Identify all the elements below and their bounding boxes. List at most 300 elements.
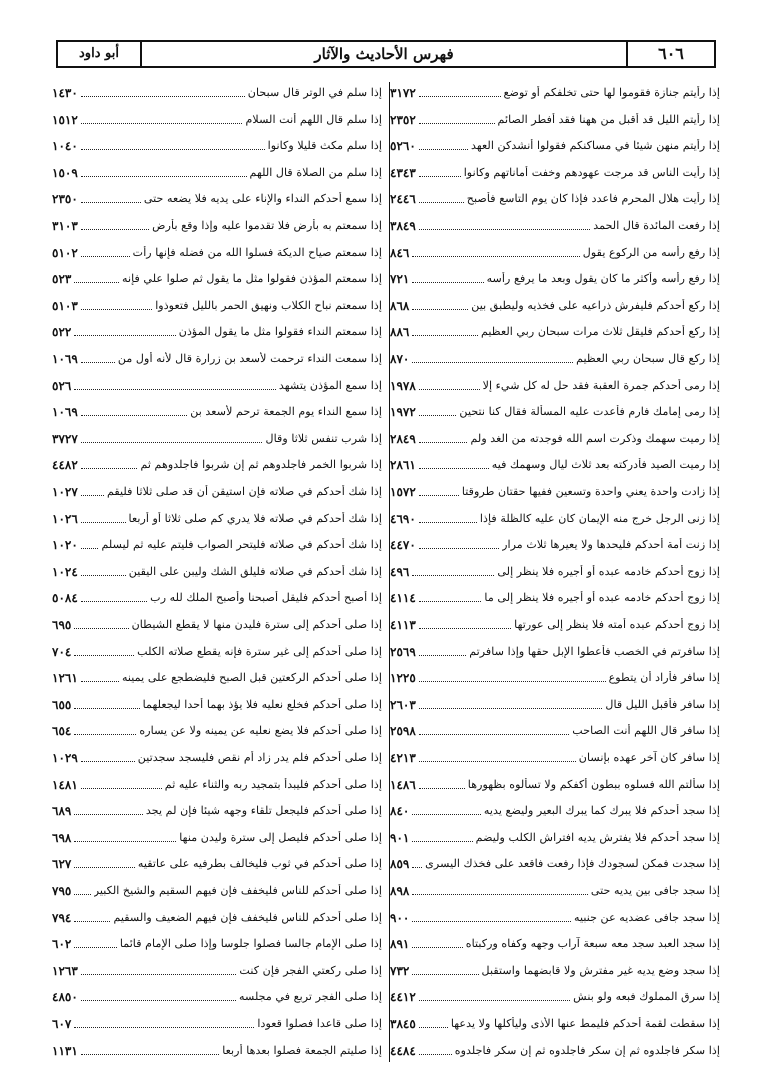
- entry-reference-number: ٣٨٤٥: [390, 1017, 416, 1031]
- entry-reference-number: ٤٢١٣: [390, 751, 416, 765]
- index-entry: [390, 958, 720, 978]
- entry-reference-number: ٤١١٤: [390, 591, 416, 606]
- leader-dots: [419, 734, 569, 735]
- index-entry: [52, 479, 382, 499]
- entry-text: إذا رفع رأسه وأكثر ما كان يقول وبعد ما يرفع رأسه: [486, 272, 720, 286]
- index-entry: [390, 798, 720, 818]
- entry-reference-number: ٦٨٩: [52, 804, 72, 819]
- leader-dots: [81, 256, 130, 257]
- leader-dots: [412, 947, 462, 948]
- leader-dots: [81, 1054, 219, 1055]
- index-entry: [390, 452, 720, 472]
- index-entry: [390, 1038, 720, 1058]
- leader-dots: [412, 894, 587, 895]
- leader-dots: [74, 335, 175, 336]
- index-entry: [52, 984, 382, 1004]
- index-entry: [390, 692, 720, 712]
- leader-dots: [81, 202, 141, 203]
- entry-text: إذا أصبح أحدكم فليقل أصبحنا وأصبح الملك لله رب: [150, 591, 382, 605]
- leader-dots: [81, 176, 247, 177]
- entry-reference-number: ٦٢٧: [52, 857, 72, 872]
- page-number: ٦٠٦: [626, 42, 714, 66]
- leader-dots: [81, 495, 104, 496]
- entry-reference-number: ١٩٧٢: [390, 405, 416, 420]
- leader-dots: [419, 601, 482, 602]
- entry-text: إذا صلى أحدكم فلا يضع نعليه عن يمينه ولا عن يساره: [139, 724, 382, 738]
- entry-reference-number: ٨٩١: [390, 937, 410, 952]
- leader-dots: [81, 974, 237, 975]
- index-entry: [390, 346, 720, 366]
- entry-text: إذا ركع قال سبحان ربي العظيم: [576, 352, 720, 365]
- entry-reference-number: ٨٧٠: [390, 352, 410, 366]
- entry-reference-number: ٨٤٦: [390, 245, 410, 260]
- leader-dots: [81, 309, 152, 310]
- leader-dots: [81, 1000, 236, 1001]
- leader-dots: [419, 123, 495, 124]
- entry-reference-number: ٤١١٣: [390, 618, 416, 632]
- entry-text: إذا سلم قال اللهم أنت السلام: [245, 112, 382, 126]
- leader-dots: [81, 96, 245, 97]
- entry-reference-number: ٣١٧٢: [390, 86, 416, 100]
- entry-reference-number: ٦٩٨: [52, 830, 72, 845]
- entry-text: إذا زوج أحدكم عبده أمته فلا ينظر إلى عورتها: [514, 618, 720, 631]
- index-entry: [390, 213, 720, 233]
- entry-reference-number: ٤٤٨٤: [390, 1043, 416, 1058]
- leader-dots: [81, 229, 149, 230]
- leader-dots: [419, 202, 464, 203]
- index-entry: [52, 293, 382, 313]
- leader-dots: [81, 442, 263, 443]
- index-entry: [390, 665, 720, 685]
- entry-reference-number: ٢٥٩٨: [390, 724, 416, 739]
- entry-text: إذا سافر فأراد أن يتطوع: [608, 671, 720, 685]
- leader-dots: [81, 601, 147, 602]
- index-entry: [52, 452, 382, 472]
- entry-text: إذا ركع أحدكم فليفرش ذراعيه على فخذيه وليطبق بين: [471, 298, 720, 312]
- entry-text: إذا صلى الفجر تربع في مجلسه: [238, 990, 382, 1004]
- entry-reference-number: ٤٩٦: [390, 564, 410, 579]
- entry-text: إذا سجد أحدكم فلا يبرك كما يبرك البعير وليضع يديه: [483, 804, 720, 818]
- entry-text: إذا زنت أمة أحدكم فليحدها ولا يعيرها ثلاث مرار: [502, 538, 720, 552]
- index-entry: [390, 585, 720, 605]
- index-entry: [52, 266, 382, 286]
- entry-reference-number: ٩٠١: [390, 830, 410, 845]
- leader-dots: [412, 814, 481, 815]
- entry-reference-number: ٣٨٤٩: [390, 219, 416, 233]
- index-entry: [52, 373, 382, 393]
- index-entry: [52, 798, 382, 818]
- index-entry: [52, 958, 382, 978]
- entry-reference-number: ٢٦٠٣: [390, 697, 416, 712]
- column-divider: [389, 82, 390, 1062]
- index-entry: [52, 133, 382, 153]
- index-entry: [390, 825, 720, 845]
- entry-reference-number: ١٩٧٨: [390, 378, 416, 393]
- entry-reference-number: ٢٤٤٦: [390, 192, 416, 207]
- index-entry: [390, 639, 720, 659]
- entry-text: إذا رأيتم الليل قد أقبل من ههنا فقد أفطر الصائم: [497, 112, 720, 126]
- entry-text: إذا سجدت فمكن لسجودك فإذا رفعت فاقعد على فخذك اليسرى: [425, 857, 720, 871]
- index-entry: [390, 506, 720, 526]
- entry-text: إذا شك أحدكم في صلاته فليلق الشك وليبن على اليقين: [128, 564, 382, 578]
- index-entry: [52, 107, 382, 127]
- entry-reference-number: ٤٣٤٣: [390, 165, 416, 180]
- entry-text: إذا صلى أحدكم فلم يدر زاد أم نقص فليسجد سجدتين: [137, 751, 382, 764]
- entry-reference-number: ٦٠٧: [52, 1017, 72, 1031]
- leader-dots: [419, 522, 477, 523]
- leader-dots: [81, 149, 265, 150]
- entry-text: إذا زنى الرجل خرج منه الإيمان كان عليه كالظلة فإذا: [479, 511, 720, 525]
- entry-text: إذا ركع أحدكم فليقل ثلاث مرات سبحان ربي العظيم: [480, 325, 720, 339]
- entry-text: إذا زوج أحدكم خادمه عبده أو أجيره فلا ينظر إلى: [497, 564, 720, 578]
- entry-text: إذا سمع النداء يوم الجمعة ترحم لأسعد بن: [190, 405, 382, 419]
- entry-text: إذا رأيتم جنازة فقوموا لها حتى تخلفكم أو توضع: [503, 86, 720, 99]
- entry-text: إذا سمعتم صياح الديكة فسلوا الله من فضله فإنها رأت: [132, 245, 382, 259]
- entry-reference-number: ١٠٢٠: [52, 538, 78, 553]
- entry-reference-number: ٤٦٩٠: [390, 511, 416, 526]
- leader-dots: [419, 415, 457, 416]
- leader-dots: [419, 655, 466, 656]
- entry-reference-number: ١٤٨١: [52, 777, 78, 792]
- leader-dots: [81, 522, 126, 523]
- entry-text: إذا صليتم الجمعة فصلوا بعدها أربعا: [222, 1043, 382, 1057]
- index-entry: [52, 612, 382, 632]
- index-entry: [52, 585, 382, 605]
- index-entry: [52, 506, 382, 526]
- entry-reference-number: ٥٢٦٠: [390, 139, 416, 154]
- leader-dots: [412, 921, 571, 922]
- index-entry: [52, 346, 382, 366]
- index-entry: [390, 399, 720, 419]
- entry-text: إذا سجد العبد سجد معه سبعة آراب وجهه وكفاه وركبتاه: [465, 937, 720, 951]
- entry-reference-number: ١٠٢٧: [52, 485, 78, 499]
- leader-dots: [81, 415, 187, 416]
- leader-dots: [81, 123, 243, 124]
- entry-text: إذا سجد أحدكم فلا يفترش يديه افتراش الكلب وليضم: [475, 830, 720, 844]
- entry-reference-number: ١٥٠٩: [52, 165, 78, 180]
- entry-text: إذا صلى أحدكم الركعتين قبل الصبح فليضطجع على يمينه: [121, 671, 382, 685]
- index-entry: [390, 532, 720, 552]
- entry-text: إذا شربوا الخمر فاجلدوهم ثم إن شربوا فاجلدوهم ثم: [140, 458, 382, 472]
- leader-dots: [412, 575, 494, 576]
- entry-text: إذا صلى ركعتي الفجر فإن كنت: [239, 963, 382, 977]
- index-entry: [390, 1011, 720, 1031]
- leader-dots: [419, 468, 489, 469]
- entry-reference-number: ١٠٦٩: [52, 352, 78, 366]
- leader-dots: [419, 628, 511, 629]
- leader-dots: [81, 548, 99, 549]
- entry-reference-number: ١٢٢٥: [390, 671, 416, 686]
- entry-text: إذا سكر فاجلدوه ثم إن سكر فاجلدوه ثم إن سكر فاجلدوه: [454, 1043, 720, 1057]
- entry-text: إذا سلم مكث قليلا وكانوا: [267, 139, 382, 153]
- entry-reference-number: ٢٨٤٩: [390, 431, 416, 446]
- leader-dots: [419, 495, 459, 496]
- entry-text: إذا سمعتم النداء فقولوا مثل ما يقول المؤذن: [178, 325, 382, 339]
- entry-reference-number: ٤٤٨٢: [52, 458, 78, 473]
- index-entry: [52, 931, 382, 951]
- index-entry: [52, 878, 382, 898]
- index-entry: [390, 186, 720, 206]
- entry-text: إذا سمع أحدكم النداء والإناء على يديه فلا يضعه حتى: [143, 192, 382, 206]
- entry-reference-number: ٦٠٢: [52, 937, 72, 952]
- leader-dots: [419, 442, 468, 443]
- entry-reference-number: ١٠٦٩: [52, 405, 78, 420]
- index-entry: [52, 745, 382, 765]
- leader-dots: [412, 362, 573, 363]
- entry-reference-number: ٧٣٢: [390, 963, 410, 978]
- entry-reference-number: ٣١٠٣: [52, 219, 78, 233]
- entry-reference-number: ١٤٨٦: [390, 777, 416, 792]
- entry-text: إذا شك أحدكم في صلاته فإن استيقن أن قد صلى ثلاثا فليقم: [106, 485, 382, 498]
- entry-text: إذا صلى أحدكم في ثوب فليخالف بطرفيه على عاتقيه: [137, 857, 382, 871]
- entry-text: إذا صلى أحدكم فخلع نعليه فلا يؤذ بهما أحدا ليجعلهما: [142, 697, 382, 711]
- entry-reference-number: ٥١٠٣: [52, 298, 78, 313]
- entry-text: إذا رميت سهمك وذكرت اسم الله فوجدته من الغد ولم: [470, 431, 720, 445]
- entry-text: إذا رأيت الناس قد مرجت عهودهم وخفت أماناتهم وكانوا: [463, 165, 720, 179]
- entry-text: إذا صلى أحدكم إلى سترة فليدن منها لا يقطع الشيطان: [131, 618, 382, 631]
- leader-dots: [74, 814, 143, 815]
- page-title: فهرس الأحاديث والآثار: [314, 45, 454, 63]
- entry-text: إذا سلم في الوتر قال سبحان: [247, 86, 382, 99]
- index-entry: [52, 319, 382, 339]
- leader-dots: [74, 894, 90, 895]
- index-entry: [390, 479, 720, 499]
- entry-text: إذا رأيت هلال المحرم فاعدد فإذا كان يوم التاسع فأصبح: [466, 192, 720, 206]
- entry-text: إذا سافر كان آخر عهده بإنسان: [578, 751, 720, 764]
- entry-reference-number: ٩٠٠: [390, 910, 410, 925]
- leader-dots: [419, 149, 468, 150]
- entry-reference-number: ٢٥٦٩: [390, 644, 416, 659]
- entry-text: إذا سجد جافى عضديه عن جنبيه: [573, 910, 720, 924]
- leader-dots: [74, 841, 176, 842]
- entry-text: إذا سجد جافى بين يديه حتى: [590, 884, 720, 897]
- leader-dots: [412, 309, 468, 310]
- index-entry: [52, 905, 382, 925]
- leader-dots: [81, 681, 119, 682]
- entry-reference-number: ١٠٢٦: [52, 511, 78, 526]
- entry-text: إذا سمع المؤذن يتشهد: [278, 378, 382, 392]
- leader-dots: [74, 282, 119, 283]
- entry-reference-number: ٥٠٨٤: [52, 591, 78, 606]
- entry-text: إذا صلى أحدكم فليصل إلى سترة وليدن منها: [179, 830, 382, 844]
- index-entry: [52, 240, 382, 260]
- entry-reference-number: ٨٩٨: [390, 884, 410, 898]
- entry-text: إذا صلى أحدكم فليبدأ بتمجيد ربه والثناء عليه ثم: [164, 777, 382, 791]
- entry-text: إذا رميت الصيد فأدركته بعد ثلاث ليال وسهمك فيه: [491, 458, 720, 472]
- index-entry: [52, 772, 382, 792]
- leader-dots: [419, 761, 576, 762]
- leader-dots: [74, 389, 276, 390]
- entry-reference-number: ٢٣٥٢: [390, 112, 416, 127]
- entry-text: إذا سقطت لقمة أحدكم فليمط عنها الأذى وليأكلها ولا يدعها: [450, 1017, 720, 1030]
- entry-reference-number: ٨٨٦: [390, 325, 410, 340]
- index-entry: [390, 80, 720, 100]
- entry-reference-number: ٥١٠٢: [52, 245, 78, 260]
- entry-reference-number: ١١٣١: [52, 1043, 78, 1058]
- entry-text: إذا صلى قاعدا فصلوا قعودا: [257, 1017, 382, 1030]
- index-entry: [390, 373, 720, 393]
- entry-text: إذا شك أحدكم في صلاته فلا يدري كم صلى ثلاثا أو أربعا: [128, 511, 382, 525]
- entry-reference-number: ١٠٢٩: [52, 751, 78, 765]
- leader-dots: [81, 468, 138, 469]
- index-entry: [52, 213, 382, 233]
- entry-text: إذا شك أحدكم في صلاته فليتحر الصواب فليتم عليه ثم ليسلم: [101, 538, 382, 552]
- entry-reference-number: ٤٤١٢: [390, 990, 416, 1005]
- index-entry: [52, 80, 382, 100]
- entry-reference-number: ٤٨٥٠: [52, 990, 78, 1005]
- leader-dots: [412, 974, 478, 975]
- index-entry: [52, 825, 382, 845]
- leader-dots: [81, 761, 135, 762]
- entry-reference-number: ٣٧٢٧: [52, 431, 78, 446]
- leader-dots: [81, 788, 162, 789]
- entry-text: إذا سمعت النداء ترحمت لأسعد بن زرارة قال لأنه أول من: [117, 352, 382, 365]
- book-author: أبو داود: [58, 42, 142, 66]
- entry-text: إذا سمعتم المؤذن فقولوا مثل ما يقول ثم صلوا علي فإنه: [121, 272, 382, 286]
- index-entry: [390, 559, 720, 579]
- entry-text: إذا رفع رأسه من الركوع يقول: [582, 245, 720, 259]
- entry-text: إذا صلى أحدكم للناس فليخفف فإن فيهم الضعيف والسقيم: [113, 910, 382, 924]
- index-entry: [52, 559, 382, 579]
- entry-reference-number: ٥٢٢: [52, 325, 72, 340]
- leader-dots: [419, 681, 606, 682]
- index-entry: [52, 426, 382, 446]
- leader-dots: [81, 362, 115, 363]
- entry-text: إذا رفعت المائدة قال الحمد: [593, 219, 720, 232]
- index-entry: [52, 665, 382, 685]
- entry-reference-number: ٤٤٧٠: [390, 538, 416, 553]
- index-entry: [390, 612, 720, 632]
- index-entry: [52, 851, 382, 871]
- index-entry: [52, 532, 382, 552]
- index-entry: [390, 160, 720, 180]
- entry-reference-number: ٦٥٥: [52, 697, 72, 712]
- index-entry: [52, 718, 382, 738]
- entry-reference-number: ٥٢٦: [52, 378, 72, 393]
- entry-text: إذا سلم من الصلاة قال اللهم: [249, 165, 382, 179]
- entry-text: إذا سمعتم به بأرض فلا تقدموا عليه وإذا وقع بأرض: [152, 219, 382, 232]
- leader-dots: [74, 708, 139, 709]
- entry-text: إذا زادت واحدة يعني واحدة وتسعين ففيها حقتان طروقتا: [461, 485, 720, 498]
- entry-text: إذا سرق المملوك فبعه ولو بنش: [573, 990, 720, 1004]
- entry-reference-number: ١٥٧٢: [390, 485, 416, 499]
- leader-dots: [412, 867, 422, 868]
- entry-reference-number: ٢٣٥٠: [52, 192, 78, 207]
- leader-dots: [74, 947, 116, 948]
- index-entry: [52, 186, 382, 206]
- entry-text: إذا صلى أحدكم إلى غير سترة فإنه يقطع صلاته الكلب: [137, 644, 382, 658]
- leader-dots: [74, 867, 135, 868]
- entry-text: إذا رمى إمامك فارم فأعدت عليه المسألة فقال كنا نتحين: [459, 405, 720, 419]
- leader-dots: [74, 655, 134, 656]
- leader-dots: [419, 1000, 570, 1001]
- entry-text: إذا صلى أحدكم للناس فليخفف فإن فيهم السقيم والشيخ الكبير: [93, 884, 382, 897]
- entry-reference-number: ٥٢٣: [52, 272, 72, 287]
- entry-reference-number: ٧٩٤: [52, 910, 72, 925]
- index-entry: [52, 1038, 382, 1058]
- index-entry: [52, 692, 382, 712]
- leader-dots: [419, 1027, 448, 1028]
- entry-text: إذا صلى أحدكم فليجعل تلقاء وجهه شيئا فإن لم يجد: [145, 804, 382, 818]
- entry-reference-number: ٨٤٠: [390, 804, 410, 819]
- index-entry: [390, 851, 720, 871]
- index-entry: [390, 240, 720, 260]
- leader-dots: [419, 708, 603, 709]
- entry-reference-number: ٨٦٨: [390, 298, 410, 313]
- index-entry: [390, 905, 720, 925]
- page-header: [56, 40, 716, 68]
- index-entry: [390, 931, 720, 951]
- index-entry: [390, 745, 720, 765]
- index-entry: [52, 639, 382, 659]
- entry-reference-number: ١٢٦١: [52, 671, 78, 686]
- entry-reference-number: ١٠٤٠: [52, 139, 78, 154]
- leader-dots: [419, 96, 501, 97]
- index-entry: [52, 160, 382, 180]
- entry-reference-number: ٦٩٥: [52, 618, 72, 632]
- leader-dots: [419, 788, 465, 789]
- leader-dots: [412, 841, 472, 842]
- index-entry: [390, 878, 720, 898]
- index-entry: [390, 718, 720, 738]
- entry-reference-number: ٢٨٦١: [390, 458, 416, 473]
- index-entry: [390, 107, 720, 127]
- leader-dots: [419, 389, 480, 390]
- entry-reference-number: ١٠٢٤: [52, 564, 78, 579]
- entry-text: إذا شرب تنفس ثلاثا وقال: [265, 431, 382, 445]
- index-entry: [390, 293, 720, 313]
- leader-dots: [74, 1027, 254, 1028]
- entry-reference-number: ٦٥٤: [52, 724, 72, 739]
- leader-dots: [412, 256, 579, 257]
- entry-text: إذا سافر قال اللهم أنت الصاحب: [572, 724, 720, 738]
- leader-dots: [81, 575, 126, 576]
- entry-reference-number: ١٥١٢: [52, 112, 78, 127]
- index-entry: [390, 772, 720, 792]
- entry-text: إذا سجد وضع يديه غير مفترش ولا قابضهما واستقبل: [481, 963, 720, 977]
- entry-text: إذا صلى الإمام جالسا فصلوا جلوسا وإذا صلى الإمام قائما: [119, 937, 382, 951]
- leader-dots: [412, 335, 478, 336]
- entry-text: إذا زوج أحدكم خادمه عبده أو أجيره فلا ينظر إلى ما: [484, 591, 720, 605]
- entry-text: إذا سمعتم نباح الكلاب ونهيق الحمر بالليل فتعوذوا: [155, 298, 382, 312]
- index-entry: [390, 984, 720, 1004]
- index-entry: [390, 426, 720, 446]
- entry-reference-number: ٧٢١: [390, 272, 410, 287]
- leader-dots: [419, 1054, 452, 1055]
- leader-dots: [74, 628, 128, 629]
- entry-reference-number: ١٤٣٠: [52, 86, 78, 100]
- leader-dots: [412, 282, 483, 283]
- leader-dots: [74, 921, 110, 922]
- entry-reference-number: ٨٥٩: [390, 857, 410, 872]
- entry-reference-number: ١٢٦٣: [52, 963, 78, 978]
- leader-dots: [419, 548, 499, 549]
- index-entry: [390, 266, 720, 286]
- index-entry: [390, 319, 720, 339]
- leader-dots: [74, 734, 136, 735]
- entry-reference-number: ٧٩٥: [52, 884, 72, 898]
- entry-text: إذا سألتم الله فسلوه ببطون أكفكم ولا تسألوه بظهورها: [467, 777, 720, 791]
- index-entry: [52, 399, 382, 419]
- leader-dots: [419, 176, 461, 177]
- entry-text: إذا رمى أحدكم جمرة العقبة فقد حل له كل شيء إلا: [482, 378, 720, 392]
- leader-dots: [419, 229, 590, 230]
- entry-text: إذا رأيتم منهن شيئا في مساكنكم فقولوا أنشدكن العهد: [471, 139, 720, 153]
- entry-text: إذا سافر فأقبل الليل قال: [605, 697, 720, 711]
- index-entry: [52, 1011, 382, 1031]
- entry-reference-number: ٧٠٤: [52, 644, 72, 659]
- index-entry: [390, 133, 720, 153]
